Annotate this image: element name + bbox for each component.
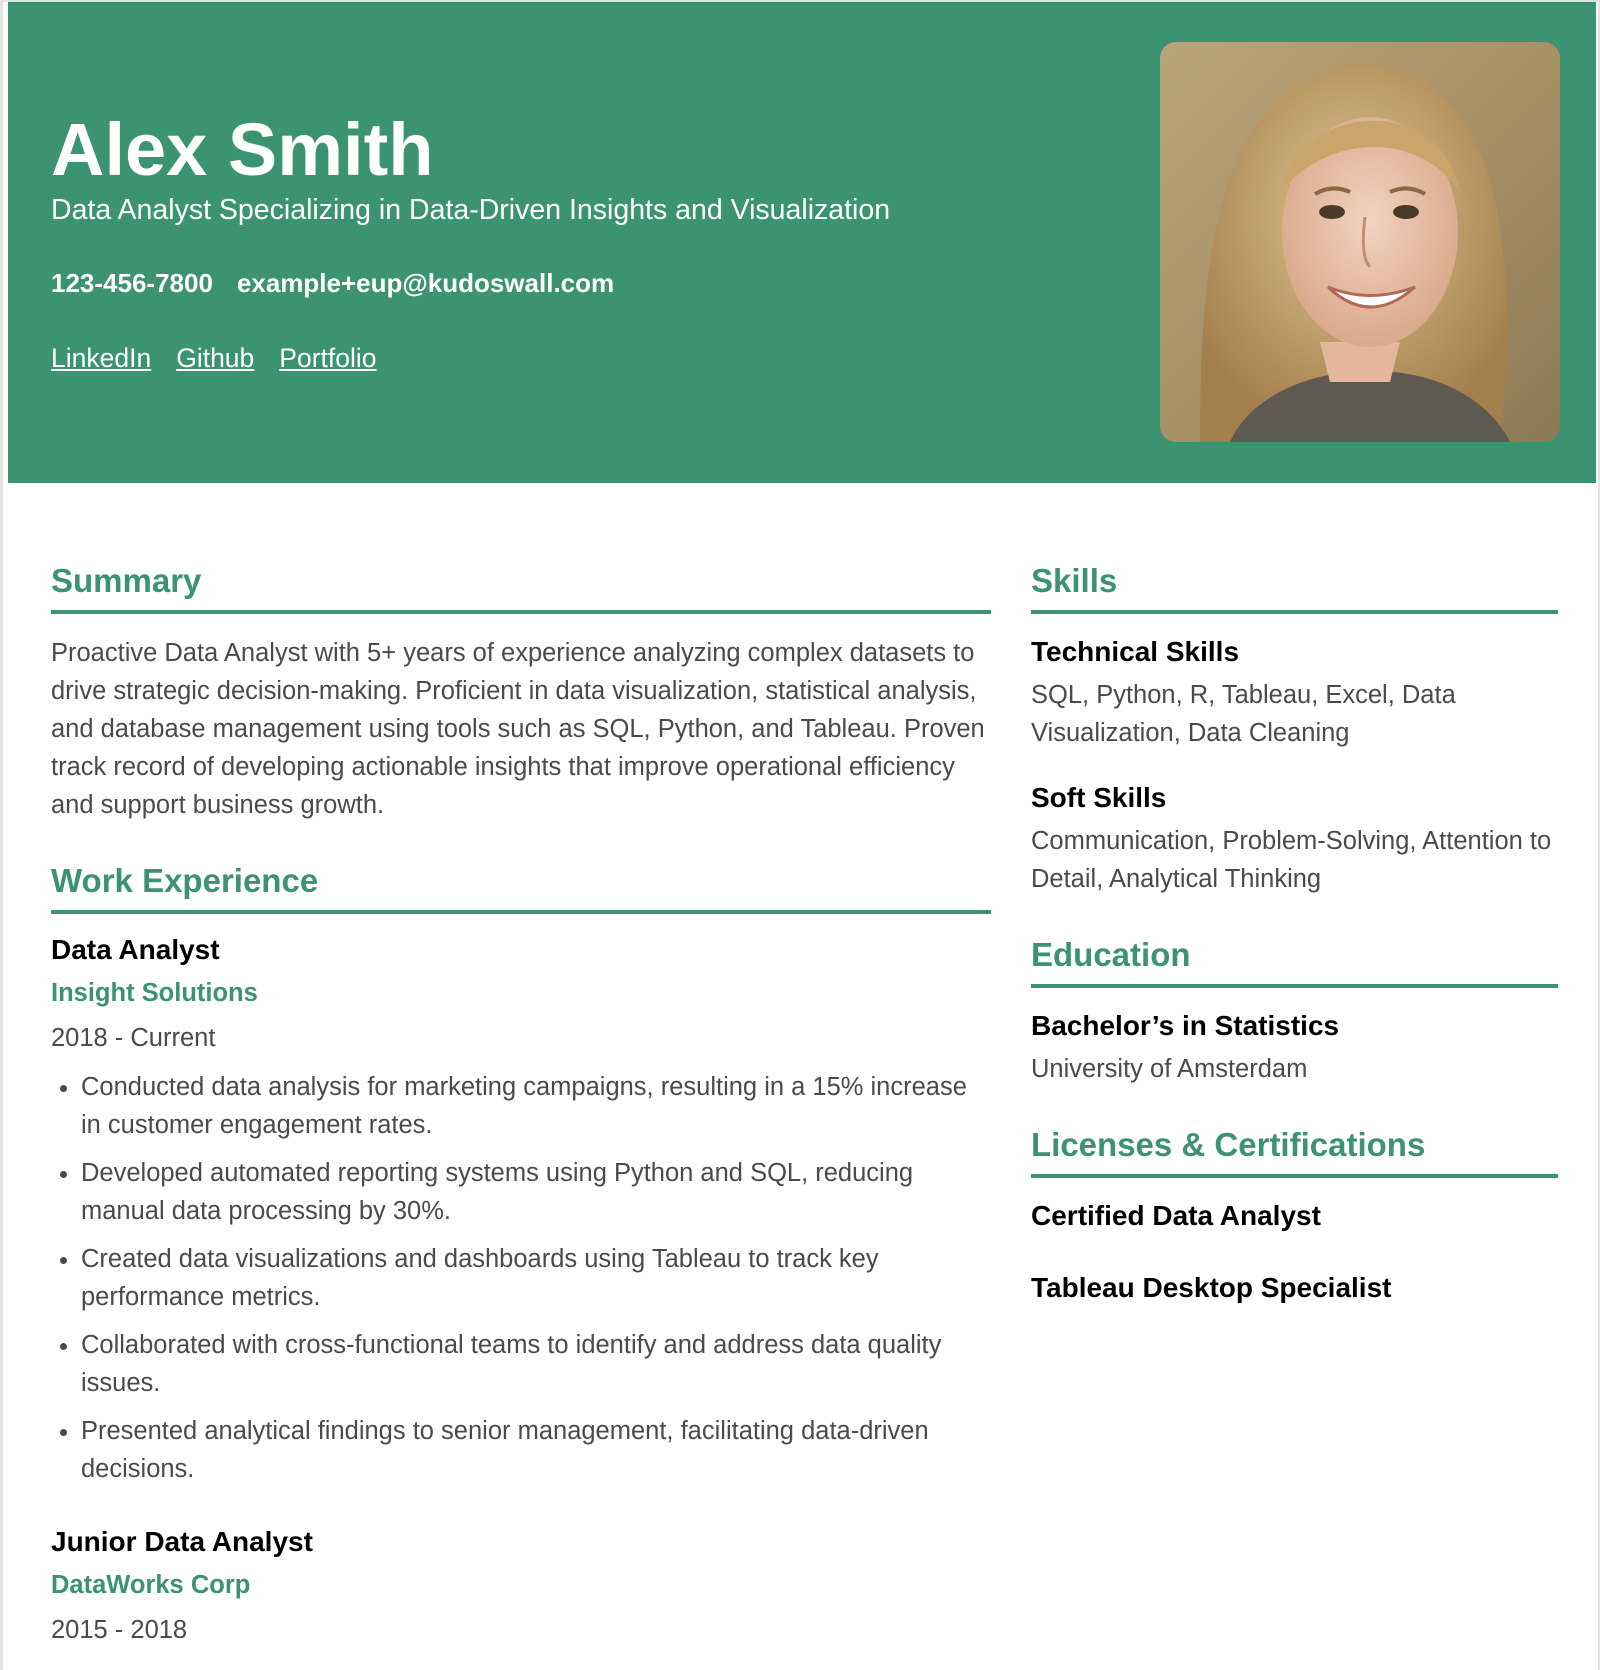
technical-skills <box>1031 634 1558 752</box>
work-experience-section <box>51 860 991 1646</box>
summary-text: Proactive Data Analyst with 5+ years of experience analyzing complex datasets to drive strategic decision-making. Proficient in data visualization, statistical analysis, and database management using tools such as SQL, Python, and Tableau. Proven track record of developing actionable insights that improve operational efficiency and support business growth. <box>51 639 985 819</box>
main-column <box>51 560 991 1646</box>
certification-item: Certified Data Analyst <box>1031 1200 1321 1231</box>
bullet-item: • Developed automated reporting systems using Python and SQL, reducing manual data processing by 30%. <box>81 1154 991 1230</box>
company-name: Insight Solutions <box>51 979 258 1007</box>
soft-skills-list: Communication, Problem-Solving, Attention to Detail, Analytical Thinking <box>1031 827 1552 893</box>
job-bullets <box>51 1068 991 1488</box>
profile-links <box>51 342 402 374</box>
bullet-item: • Created data visualizations and dashboards using Tableau to track key performance metrics. <box>81 1240 991 1316</box>
bullet-item: • Collaborated with cross-functional teams to identify and address data quality issues. <box>81 1326 991 1402</box>
contact-info <box>51 267 638 299</box>
school-name: University of Amsterdam <box>1031 1055 1308 1083</box>
company-name: DataWorks Corp <box>51 1571 251 1599</box>
portfolio-link[interactable]: Portfolio <box>279 343 377 373</box>
skills-section <box>1031 560 1558 898</box>
soft-skills-title: Soft Skills <box>1031 782 1167 813</box>
technical-skills-title: Technical Skills <box>1031 636 1240 667</box>
education-heading: Education <box>1031 934 1558 988</box>
summary-section <box>51 560 991 824</box>
bullet-item: • Conducted data analysis for marketing campaigns, resulting in a 15% increase in customer engagement rates. <box>81 1068 991 1144</box>
skills-heading: Skills <box>1031 560 1558 614</box>
technical-skills-list: SQL, Python, R, Tableau, Excel, Data Visualization, Data Cleaning <box>1031 681 1456 747</box>
email-address: example+eup@kudoswall.com <box>236 268 615 298</box>
certifications-heading: Licenses & Certifications <box>1031 1124 1558 1178</box>
work-experience-heading: Work Experience <box>51 860 991 914</box>
phone-number: 123-456-7800 <box>51 268 213 298</box>
job-title: Junior Data Analyst <box>51 1526 313 1557</box>
job-dates: 2015 - 2018 <box>51 1616 188 1644</box>
soft-skills <box>1031 780 1558 898</box>
degree-title: Bachelor’s in Statistics <box>1031 1010 1340 1041</box>
side-column <box>1031 560 1558 1306</box>
education-entry <box>1031 1008 1558 1088</box>
profile-photo-image <box>1160 42 1560 442</box>
profile-photo <box>1160 42 1560 442</box>
header-banner <box>8 2 1596 483</box>
bullet-item: • Presented analytical findings to senior management, facilitating data-driven decisions. <box>81 1412 991 1488</box>
github-link[interactable]: Github <box>176 343 255 373</box>
candidate-tagline: Data Analyst Specializing in Data-Driven Insights and Visualization <box>51 194 891 226</box>
job-entry <box>51 1524 991 1646</box>
linkedin-link[interactable]: LinkedIn <box>51 343 152 373</box>
job-entry <box>51 932 991 1488</box>
job-dates: 2018 - Current <box>51 1024 216 1052</box>
education-section <box>1031 934 1558 1088</box>
certification-item: Tableau Desktop Specialist <box>1031 1272 1392 1303</box>
certifications-section <box>1031 1124 1558 1306</box>
candidate-name: Alex Smith <box>51 108 434 191</box>
summary-heading: Summary <box>51 560 991 614</box>
job-title: Data Analyst <box>51 934 220 965</box>
